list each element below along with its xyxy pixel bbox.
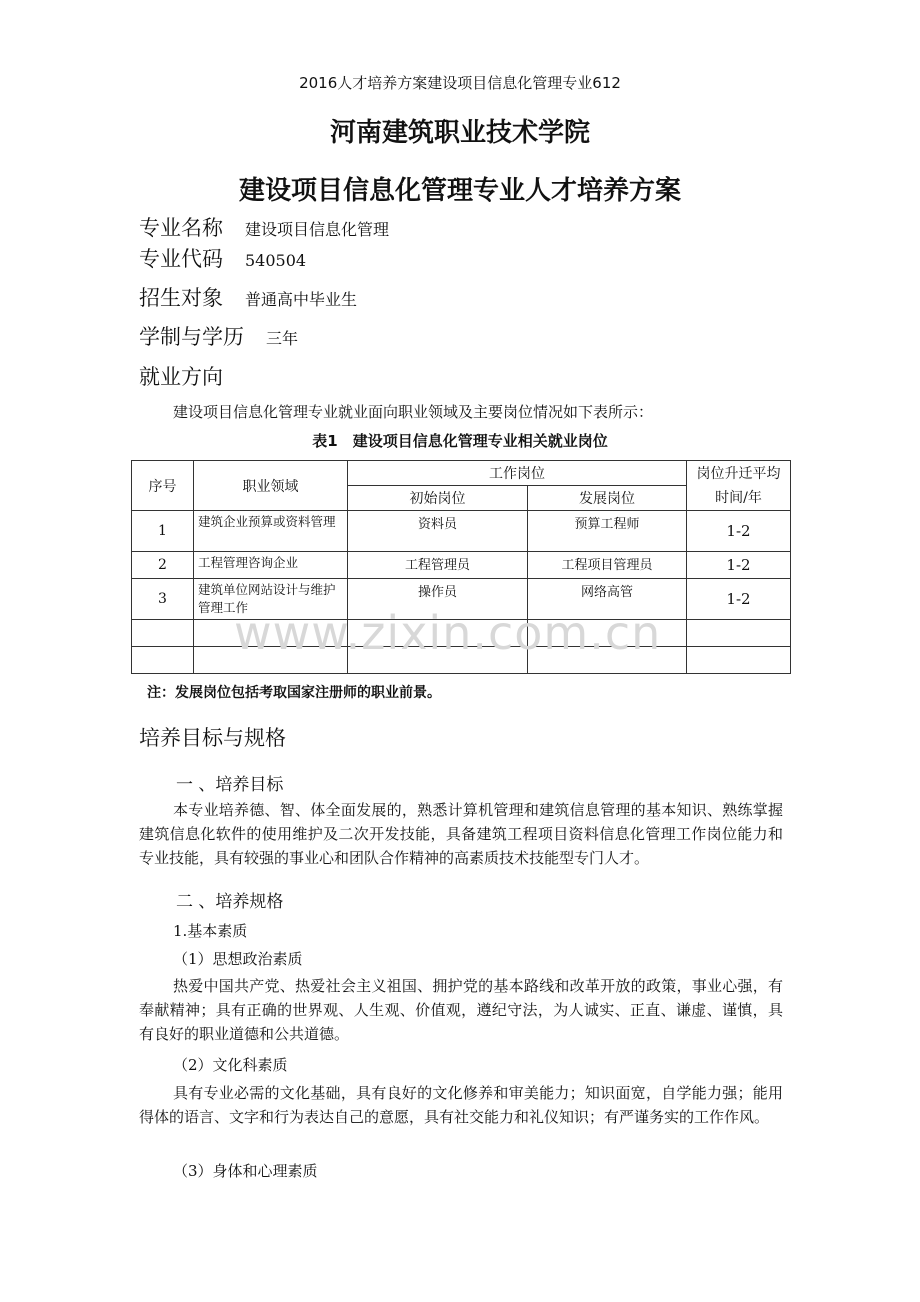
- row-time: 1-2: [687, 511, 791, 552]
- goal-heading: 一 、培养目标: [176, 775, 284, 795]
- duration-row: [139, 321, 298, 351]
- row-field: 工程管理咨询企业: [194, 552, 348, 579]
- watermark: www.zixin.com.cn: [234, 606, 662, 660]
- enroll-value: 普通高中毕业生: [245, 290, 358, 309]
- major-name-label: 专业名称: [139, 216, 223, 240]
- header-field: 职业领域: [194, 461, 348, 511]
- table-caption: 表1 建设项目信息化管理专业相关就业岗位: [312, 432, 608, 450]
- row-initial: 工程管理员: [348, 552, 528, 579]
- table-header-row: [132, 461, 791, 486]
- row-development: 预算工程师: [528, 511, 687, 552]
- row-field: 建筑企业预算或资料管理: [194, 511, 348, 552]
- header-development: 发展岗位: [528, 486, 687, 511]
- goals-section-title: 培养目标与规格: [139, 726, 286, 750]
- row-field: 建筑单位网站设计与维护管理工作: [194, 579, 348, 620]
- row-seq: 2: [132, 552, 194, 579]
- header-seq: 序号: [132, 461, 194, 511]
- duration-value: 三年: [266, 329, 299, 348]
- header-promotion: 岗位升迁平均时间/年: [687, 461, 791, 511]
- major-name-value: 建设项目信息化管理: [245, 220, 390, 239]
- enroll-label: 招生对象: [139, 286, 223, 310]
- table-row: [132, 552, 791, 579]
- row-initial: 资料员: [348, 511, 528, 552]
- employment-intro: 建设项目信息化管理专业就业面向职业领域及主要岗位情况如下表所示：: [173, 403, 654, 421]
- enroll-row: [139, 282, 357, 312]
- header-positions: 工作岗位: [348, 461, 687, 486]
- school-title: 河南建筑职业技术学院: [329, 118, 590, 148]
- political-text: 热爱中国共产党、热爱社会主义祖国、拥护党的基本路线和改革开放的政策，事业心强，有奉献精神；具有正确的世界观、人生观、价值观，遵纪守法，为人诚实、正直、谦虚、谨慎，具有良好的职业道德和公共道德。: [139, 977, 783, 1043]
- duration-label: 学制与学历: [139, 325, 244, 349]
- employment-heading: 就业方向: [139, 365, 223, 389]
- culture-text: 具有专业必需的文化基础，具有良好的文化修养和审美能力；知识面宽，自学能力强；能用得体的语言、文字和行为表达自己的意愿，具有社交能力和礼仪知识；有严谨务实的工作作风。: [139, 1084, 783, 1126]
- physical-heading: （3）身体和心理素质: [173, 1162, 318, 1180]
- row-initial: 操作员: [348, 579, 528, 620]
- document-header: 2016人才培养方案建设项目信息化管理专业612: [299, 74, 621, 92]
- row-seq: 3: [132, 579, 194, 620]
- row-time: 1-2: [687, 552, 791, 579]
- major-code-label: 专业代码: [139, 247, 223, 271]
- row-seq: 1: [132, 511, 194, 552]
- row-development: 网络高管: [528, 579, 687, 620]
- table-note: 注：发展岗位包括考取国家注册师的职业前景。: [147, 685, 441, 701]
- political-heading: （1）思想政治素质: [173, 950, 303, 968]
- row-time: 1-2: [687, 579, 791, 620]
- goal-text: 本专业培养德、智、体全面发展的，熟悉计算机管理和建筑信息管理的基本知识、熟练掌握建筑信息化软件的使用维护及二次开发技能，具备建筑工程项目资料信息化管理工作岗位能力和专业技能，具有较强的事业心和团队合作精神的高素质技术技能型专门人才。: [139, 801, 783, 867]
- table-row: [132, 511, 791, 552]
- major-code-value: 540504: [245, 251, 307, 270]
- major-code-row: [139, 243, 306, 273]
- program-title: 建设项目信息化管理专业人才培养方案: [238, 176, 681, 206]
- spec-heading: 二 、培养规格: [176, 892, 284, 912]
- basic-quality: 1.基本素质: [173, 922, 248, 940]
- culture-heading: （2）文化科素质: [173, 1056, 288, 1074]
- major-name-row: [139, 212, 389, 242]
- row-development: 工程项目管理员: [528, 552, 687, 579]
- header-initial: 初始岗位: [348, 486, 528, 511]
